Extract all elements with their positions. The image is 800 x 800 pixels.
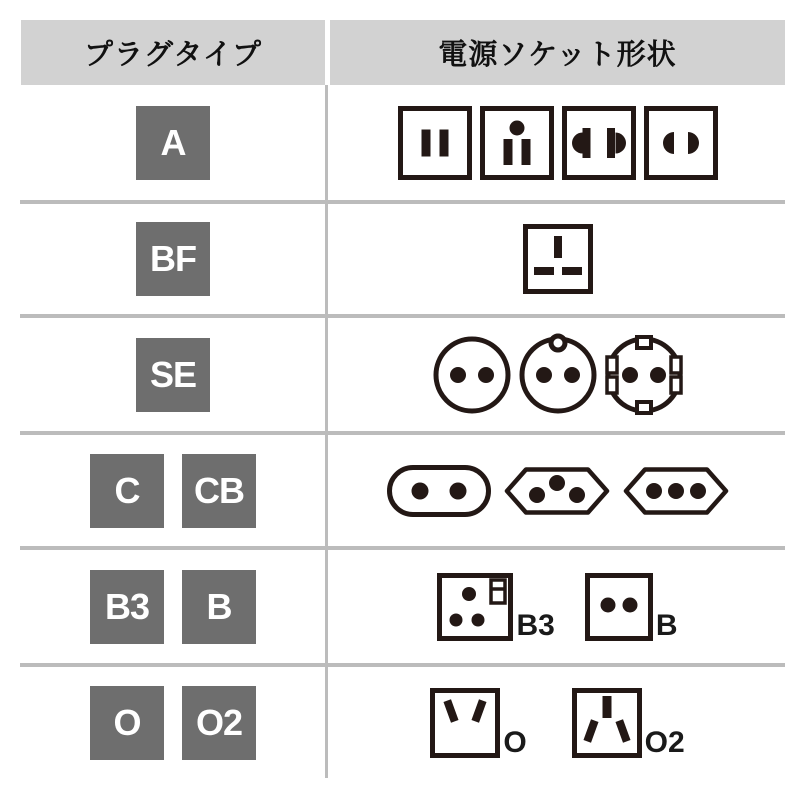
socket-type-f-schuko-icon (604, 335, 684, 415)
socket-type-e-icon (518, 335, 598, 415)
socket-type-o-icon (430, 688, 500, 758)
socket-round-pin-icon (644, 106, 718, 180)
plug-badge-o2: O2 (182, 686, 256, 760)
row-c-cb-sockets (330, 435, 785, 546)
row-a-sockets (330, 85, 785, 200)
socket-combo-flat-round-icon (562, 106, 636, 180)
socket-label-b: B (655, 608, 678, 642)
plug-badge-b: B (182, 570, 256, 644)
row-se-plugs (21, 318, 325, 431)
socket-type-b-icon (480, 106, 554, 180)
socket-label-o2: O2 (644, 725, 685, 759)
row-b3-b-sockets (330, 550, 785, 663)
socket-type-c-round-icon (432, 335, 512, 415)
header-plug-type: プラグタイプ (21, 20, 325, 85)
row-se-sockets (330, 318, 785, 431)
row-c-cb-plugs (21, 435, 325, 546)
row-bf-sockets (330, 204, 785, 314)
socket-europlug-icon (387, 465, 491, 517)
socket-label-o: O (503, 725, 527, 759)
row-b3-b-plugs (21, 550, 325, 663)
row-a-plugs (21, 85, 325, 200)
row-bf-plugs (21, 204, 325, 314)
plug-badge-o: O (90, 686, 164, 760)
plug-badge-bf: BF (136, 222, 210, 296)
socket-type-o2-icon (572, 688, 642, 758)
plug-badge-c: C (90, 454, 164, 528)
socket-type-bf-icon (523, 224, 593, 294)
plug-badge-b3: B3 (90, 570, 164, 644)
row-o-o2-sockets (330, 667, 785, 778)
socket-type-b-round-icon (585, 573, 653, 641)
plug-badge-se: SE (136, 338, 210, 412)
row-o-o2-plugs (21, 667, 325, 778)
plug-badge-a: A (136, 106, 210, 180)
header-socket-shape: 電源ソケット形状 (330, 20, 785, 85)
socket-type-l-icon (623, 465, 729, 517)
plug-badge-cb: CB (182, 454, 256, 528)
socket-type-b3-icon (437, 573, 513, 641)
socket-type-j-icon (504, 465, 610, 517)
socket-type-a-icon (398, 106, 472, 180)
socket-label-b3: B3 (516, 608, 555, 642)
